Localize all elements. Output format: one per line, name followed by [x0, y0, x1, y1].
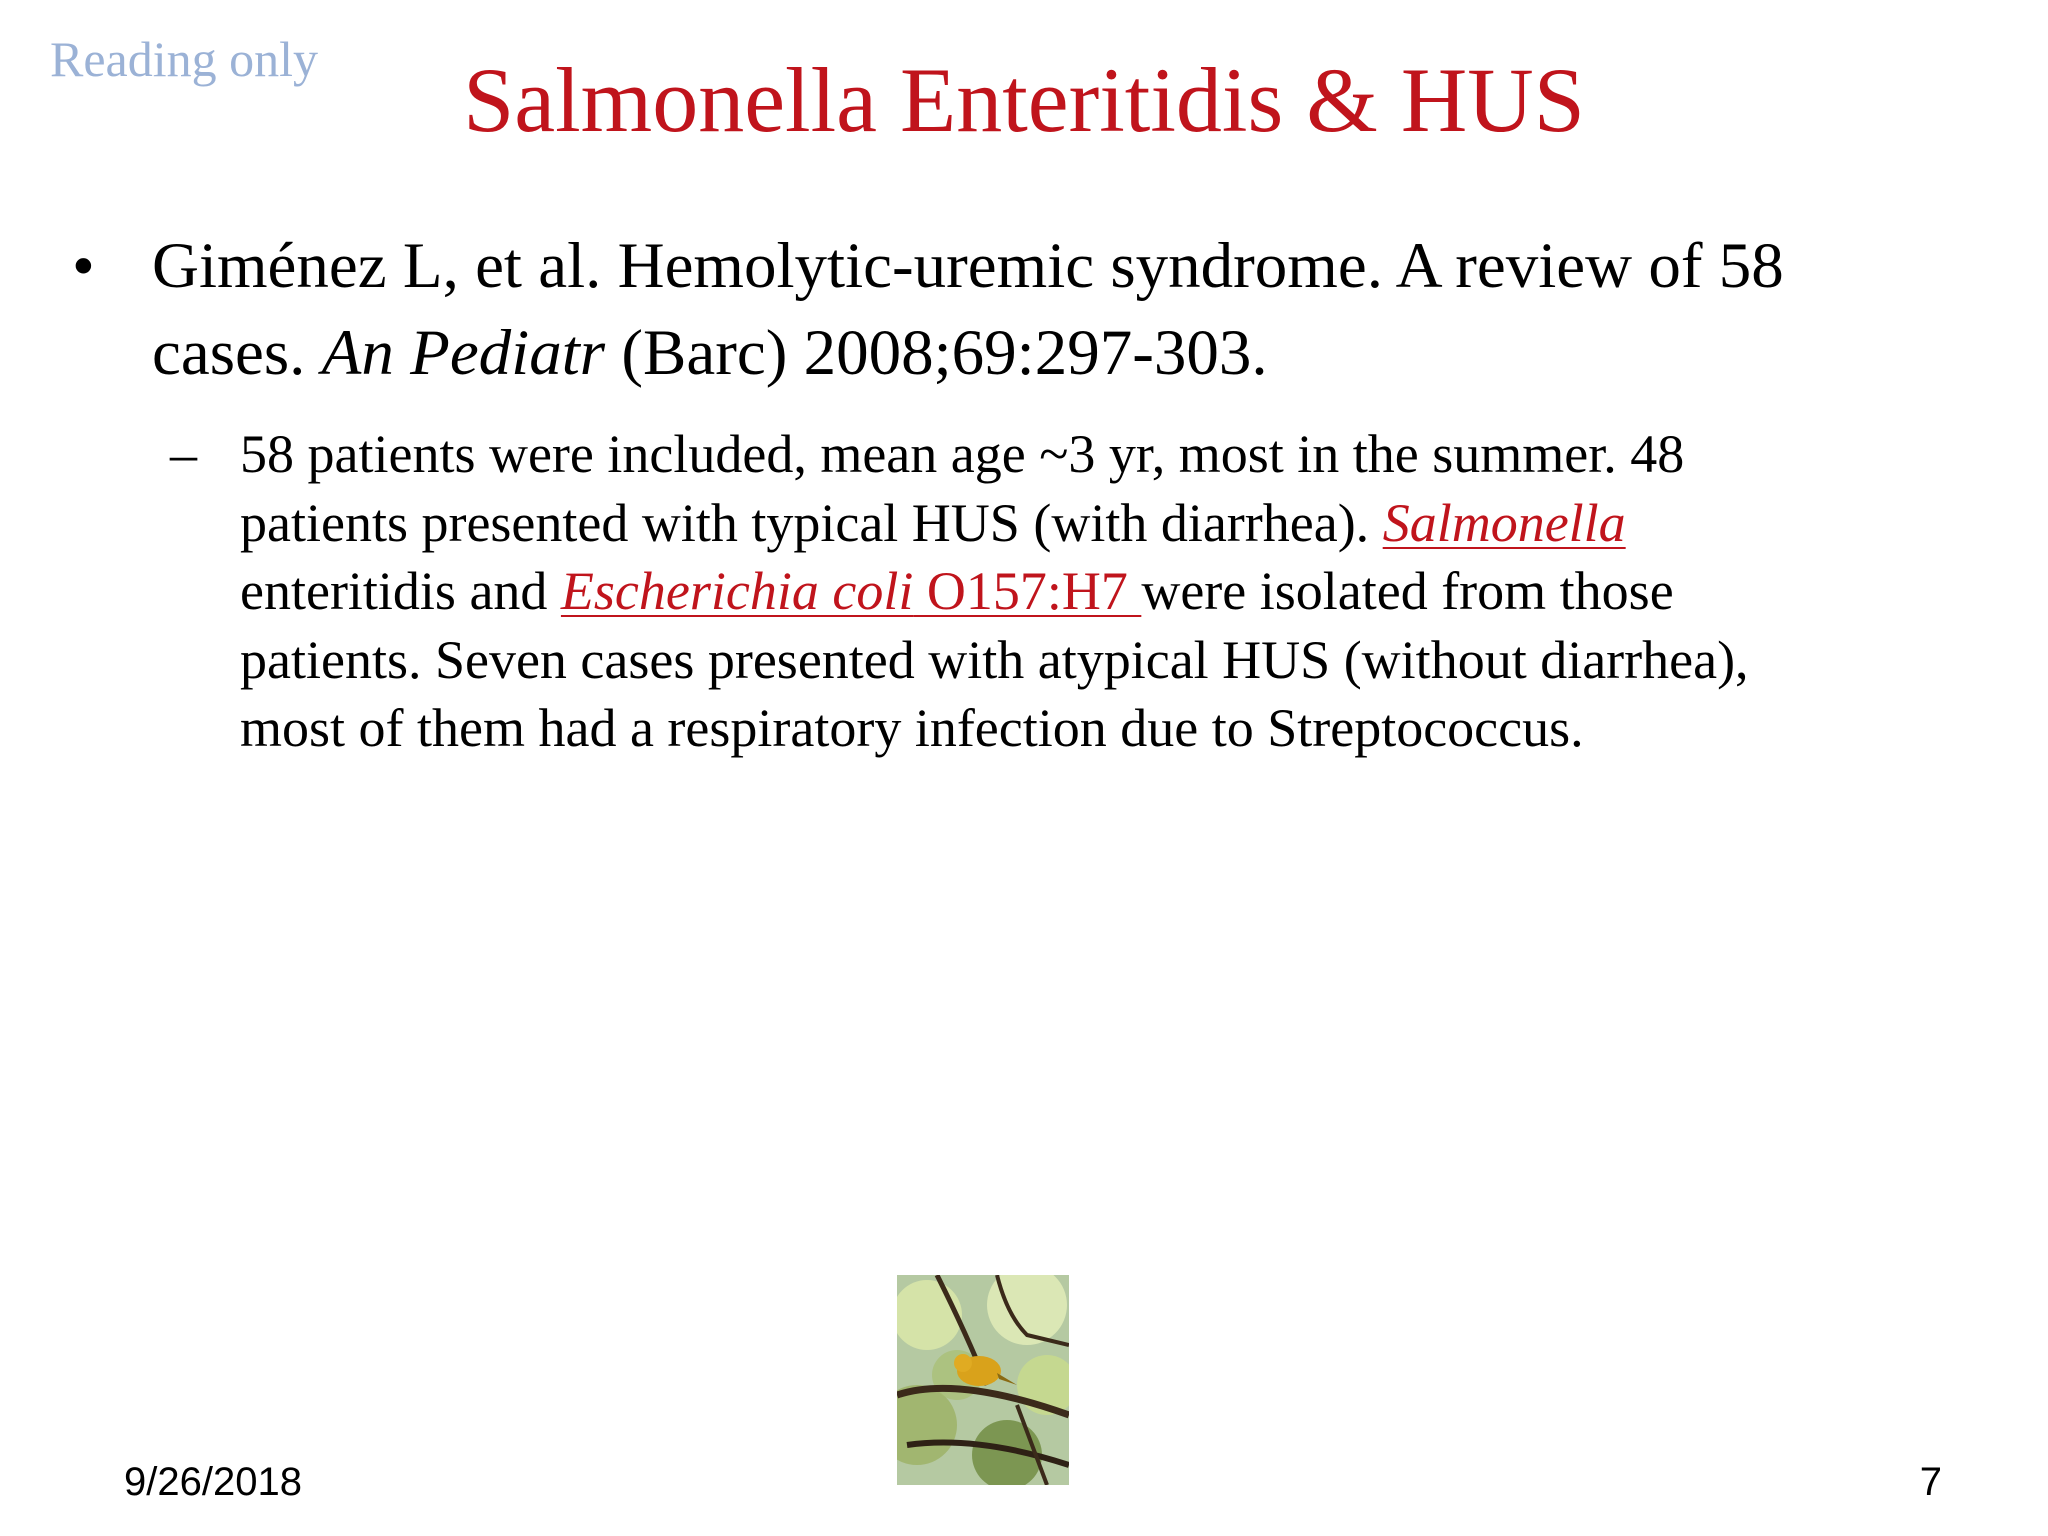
- journal-name: An Pediatr: [321, 317, 606, 389]
- sub-bullet-marker: –: [170, 424, 197, 484]
- slide-number: 7: [1919, 1460, 1942, 1504]
- salmonella-link[interactable]: [1383, 493, 1626, 553]
- ecoli-link-plain[interactable]: O157:H7: [913, 561, 1142, 621]
- summary-line-2-a: patients presented with typical HUS (with diarrhea).: [240, 492, 1383, 553]
- citation-line-1: Giménez L, et al. Hemolytic-uremic syndrome. A review of 58: [152, 230, 1784, 302]
- summary-line-5: most of them had a respiratory infection due to Streptococcus.: [240, 698, 1584, 758]
- footer-date: 9/26/2018: [124, 1460, 302, 1504]
- summary-line-3: [240, 557, 1970, 626]
- summary-line-1: 58 patients were included, mean age ~3 yr, most in the summer. 48: [240, 424, 1685, 484]
- citation-line-2: [152, 310, 1972, 397]
- bird-on-branch-image: [897, 1275, 1069, 1485]
- citation-line-2-b: (Barc) 2008;69:297-303.: [605, 317, 1268, 389]
- summary-text: [240, 420, 1970, 763]
- reading-only-label: Reading only: [50, 31, 319, 87]
- slide-title: Salmonella Enteritidis & HUS: [463, 49, 1585, 151]
- summary-line-3-a: enteritidis and: [240, 561, 561, 621]
- summary-line-4: patients. Seven cases presented with atypical HUS (without diarrhea),: [240, 629, 1749, 690]
- salmonella-link-text[interactable]: Salmonella: [1382, 492, 1626, 553]
- bird-illustration: [897, 1275, 1069, 1485]
- citation-text: [152, 223, 1972, 397]
- citation-line-2-a: cases.: [152, 317, 322, 389]
- bullet-marker: •: [72, 230, 95, 302]
- ecoli-link-italic[interactable]: Escherichia coli: [560, 561, 914, 621]
- ecoli-link[interactable]: [561, 561, 1141, 621]
- summary-line-2: [240, 489, 1970, 558]
- summary-line-3-b: were isolated from those: [1141, 561, 1674, 621]
